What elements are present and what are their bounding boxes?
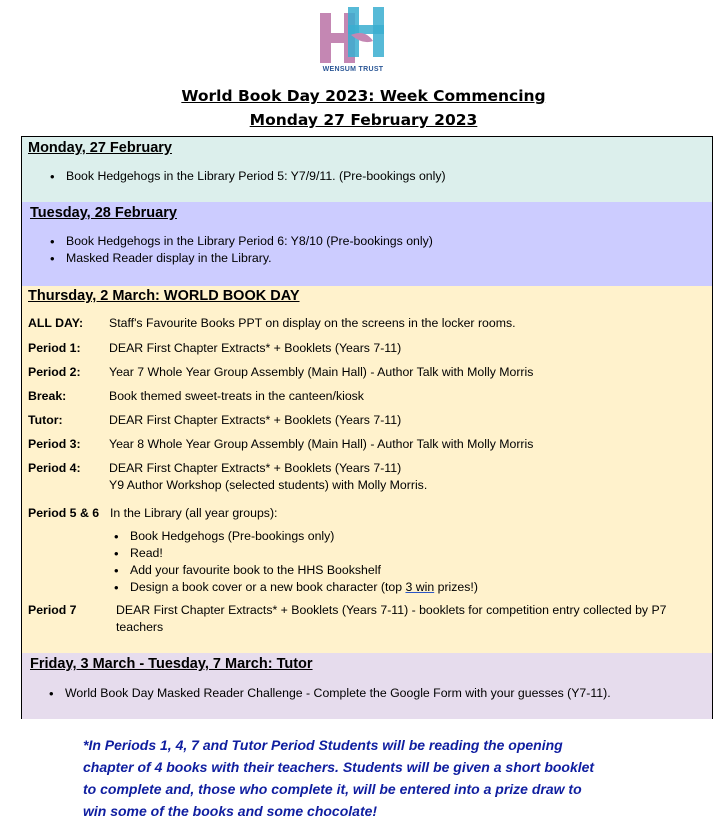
footnote-line: *In Periods 1, 4, 7 and Tutor Period Students will be reading the opening	[83, 737, 563, 753]
footnote	[83, 734, 643, 822]
row-label: Period 5 & 6	[28, 506, 100, 520]
design-text-end: prizes!)	[434, 580, 478, 594]
row-text: DEAR First Chapter Extracts* + Booklets (Years 7-11)	[109, 341, 402, 355]
row-label: Period 1:	[28, 341, 81, 355]
tuesday-heading: Tuesday, 28 February	[30, 205, 177, 221]
row-text: DEAR First Chapter Extracts* + Booklets (Years 7-11) - booklets for competition entry collected by P7	[116, 603, 667, 617]
tuesday-section	[22, 202, 712, 286]
logo-caption: WENSUM TRUST	[322, 66, 384, 73]
library-activities-list	[110, 528, 478, 596]
row-text: Book themed sweet-treats in the canteen/kiosk	[109, 389, 364, 403]
row-text: Staff's Favourite Books PPT on display on the screens in the locker rooms.	[109, 316, 516, 330]
thursday-heading: Thursday, 2 March: WORLD BOOK DAY	[28, 288, 300, 304]
row-text: DEAR First Chapter Extracts* + Booklets (Years 7-11)	[109, 413, 402, 427]
row-label: Tutor:	[28, 413, 63, 427]
list-item: • Book Hedgehogs (Pre-bookings only)	[110, 528, 478, 545]
row-text: Year 8 Whole Year Group Assembly (Main Hall) - Author Talk with Molly Morris	[109, 437, 534, 451]
row-label: Period 2:	[28, 365, 81, 379]
friday-section	[22, 653, 712, 719]
page-title: World Book Day 2023: Week Commencing	[181, 87, 546, 105]
thursday-section	[22, 286, 712, 653]
row-label: Period 7	[28, 603, 77, 617]
row-label: Period 3:	[28, 437, 81, 451]
footnote-line: chapter of 4 books with their teachers. Students will be given a short booklet	[83, 759, 595, 775]
row-text: In the Library (all year groups):	[110, 506, 278, 520]
list-item: • Add your favourite book to the HHS Bookshelf	[110, 562, 478, 579]
row-label: Break:	[28, 389, 67, 403]
page-subtitle: Monday 27 February 2023	[249, 111, 478, 129]
list-item: • Read!	[110, 545, 478, 562]
row-text: Year 7 Whole Year Group Assembly (Main Hall) - Author Talk with Molly Morris	[109, 365, 534, 379]
friday-list	[45, 685, 611, 702]
list-item	[110, 579, 478, 596]
footnote-line: to complete and, those who complete it, will be entered into a prize draw to	[83, 781, 582, 797]
row-label: ALL DAY:	[28, 316, 84, 330]
schedule-box	[21, 136, 713, 719]
tuesday-list	[46, 233, 433, 267]
list-item: • Book Hedgehogs in the Library Period 5: Y7/9/11. (Pre-bookings only)	[46, 168, 446, 185]
design-text: Design a book cover or a new book character (top	[130, 580, 406, 594]
row-label: Period 4:	[28, 461, 81, 475]
monday-section	[22, 137, 712, 202]
list-item: • Book Hedgehogs in the Library Period 6: Y8/10 (Pre-bookings only)	[46, 233, 433, 250]
row-text: DEAR First Chapter Extracts* + Booklets (Years 7-11)	[109, 461, 402, 475]
list-item: • Masked Reader display in the Library.	[46, 250, 433, 267]
monday-heading: Monday, 27 February	[28, 140, 172, 156]
friday-heading: Friday, 3 March - Tuesday, 7 March: Tutor	[30, 656, 313, 672]
row-text-2: Y9 Author Workshop (selected students) with Molly Morris.	[109, 478, 428, 492]
row-text-2: teachers	[116, 620, 164, 634]
monday-list	[46, 168, 446, 185]
list-item: • World Book Day Masked Reader Challenge - Complete the Google Form with your guesses (Y7-11).	[45, 685, 611, 702]
design-underlined: 3 win	[405, 580, 435, 594]
footnote-line: win some of the books and some chocolate!	[83, 803, 378, 819]
